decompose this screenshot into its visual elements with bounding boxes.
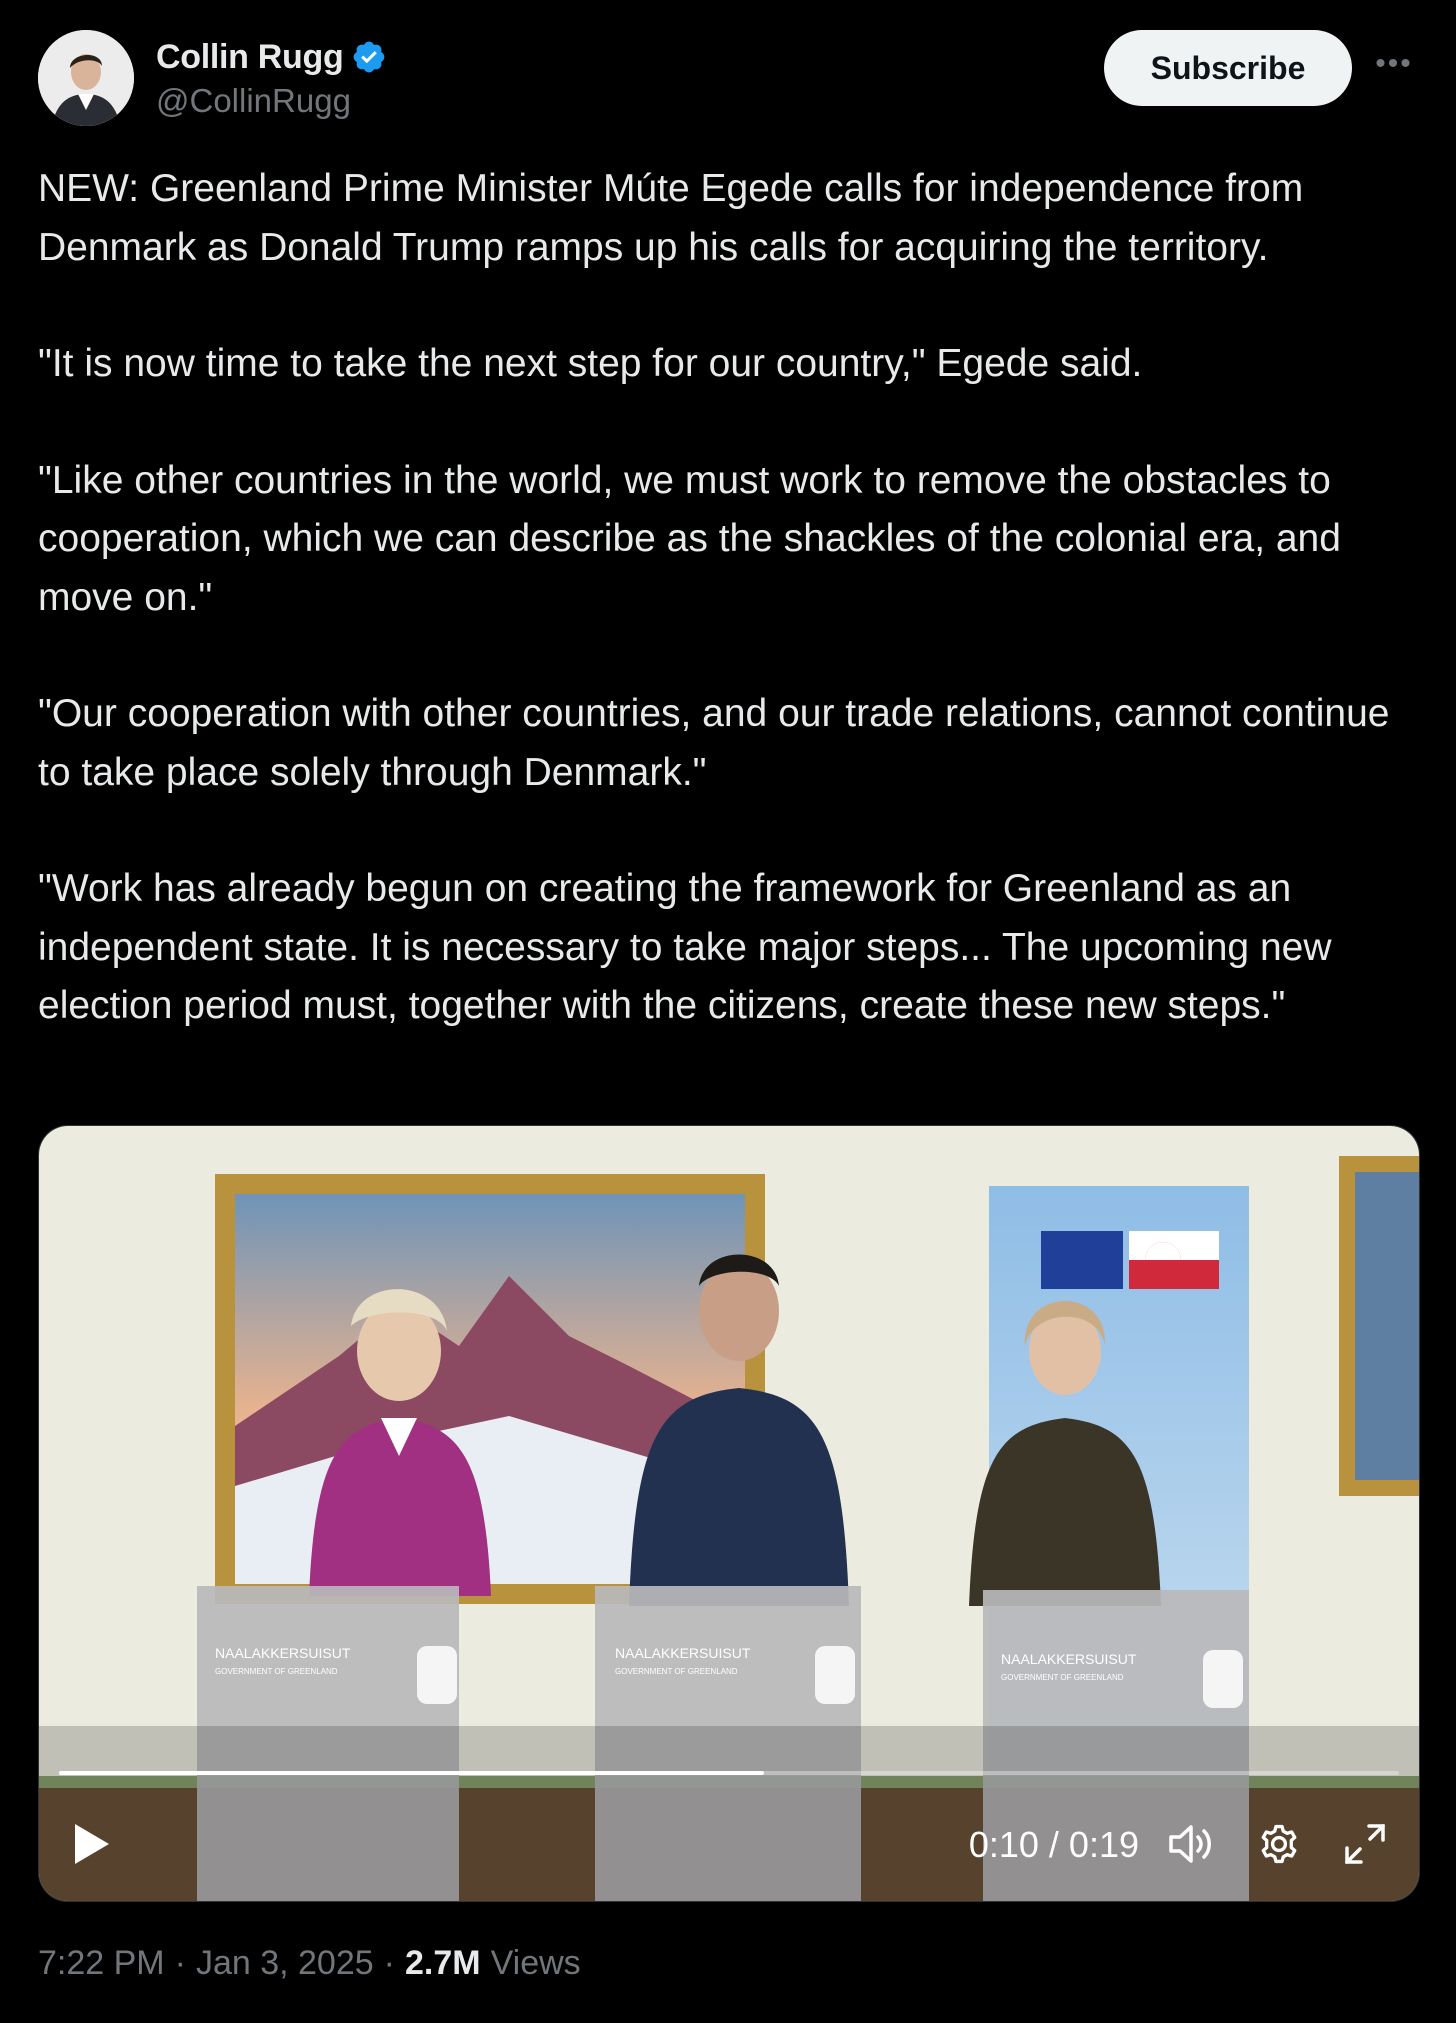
- play-button[interactable]: [63, 1816, 119, 1872]
- settings-icon: [1257, 1822, 1301, 1866]
- volume-icon: [1167, 1822, 1215, 1866]
- podium-label: NAALAKKERSUISUT: [1001, 1651, 1137, 1667]
- podium-sublabel: GOVERNMENT OF GREENLAND: [615, 1667, 738, 1676]
- play-icon: [71, 1822, 111, 1866]
- podium-sublabel: GOVERNMENT OF GREENLAND: [215, 1667, 338, 1676]
- video-progress-bar[interactable]: [59, 1771, 1399, 1775]
- fullscreen-button[interactable]: [1337, 1816, 1393, 1872]
- separator: ·: [174, 1944, 186, 1982]
- podium-label: NAALAKKERSUISUT: [615, 1645, 751, 1661]
- separator: ·: [383, 1944, 395, 1982]
- handle[interactable]: @CollinRugg: [156, 82, 351, 119]
- author-info: [156, 34, 387, 120]
- display-name[interactable]: Collin Rugg: [156, 37, 344, 76]
- tweet-header: [38, 26, 1418, 126]
- verified-badge-icon: [351, 39, 387, 75]
- video-time: 0:10 / 0:19: [968, 1824, 1139, 1865]
- video-frame: [39, 1126, 1419, 1901]
- views-label: Views: [490, 1944, 581, 1982]
- tweet-paragraph: "Like other countries in the world, we must work to remove the obstacles to cooperation, which we can describe as the shackles of the colonial era, and move on.": [38, 458, 1341, 619]
- video-progress-fill: [59, 1771, 764, 1775]
- more-options-icon[interactable]: •••: [1375, 47, 1413, 80]
- fullscreen-icon: [1343, 1822, 1387, 1866]
- tweet-footer: [38, 1944, 581, 1983]
- video-player[interactable]: [38, 1125, 1420, 1902]
- tweet-paragraph: "Our cooperation with other countries, and our trade relations, cannot continue to take place solely through Denmark.": [38, 692, 1390, 794]
- podium-sublabel: GOVERNMENT OF GREENLAND: [1001, 1673, 1124, 1682]
- tweet-paragraph: NEW: Greenland Prime Minister Múte Egede calls for independence from Denmark as Donald Trump ramps up his calls for acquiring the territory.: [38, 167, 1304, 269]
- post-time[interactable]: 7:22 PM: [38, 1944, 165, 1982]
- tweet-paragraph: "It is now time to take the next step for our country," Egede said.: [38, 342, 1143, 385]
- tweet-paragraph: "Work has already begun on creating the framework for Greenland as an independent state. It is necessary to take major steps... The upcoming new election period must, together with the citizens, create these new steps.": [38, 867, 1332, 1027]
- settings-button[interactable]: [1251, 1816, 1307, 1872]
- post-date[interactable]: Jan 3, 2025: [195, 1944, 374, 1982]
- volume-button[interactable]: [1163, 1816, 1219, 1872]
- avatar[interactable]: [38, 30, 134, 126]
- tweet-text: [38, 160, 1428, 1036]
- views-count: 2.7M: [404, 1944, 481, 1982]
- podium-label: NAALAKKERSUISUT: [215, 1645, 351, 1661]
- subscribe-button[interactable]: Subscribe: [1104, 30, 1352, 106]
